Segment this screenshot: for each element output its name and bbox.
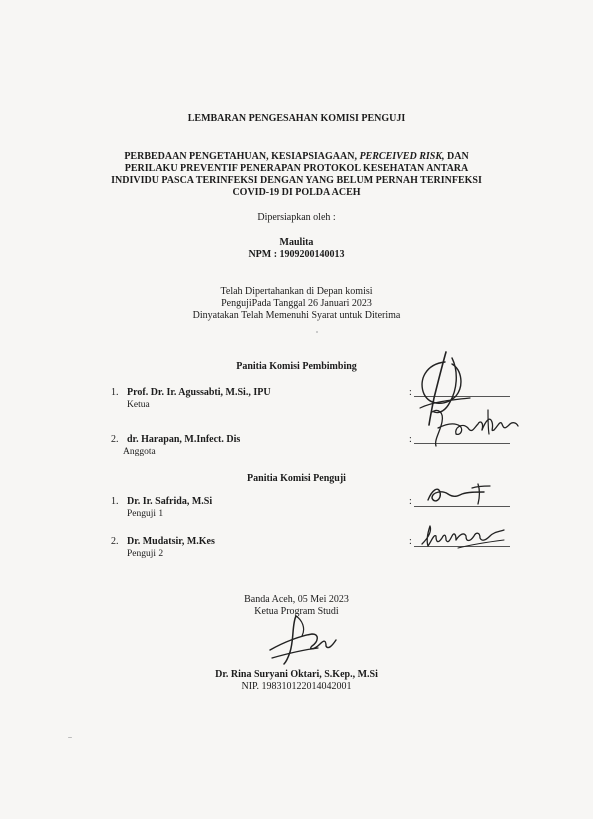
thesis-title-line-4: COVID-19 DI POLDA ACEH [232, 187, 361, 198]
supervisor-2-colon: : [409, 434, 412, 445]
examiner-1-name: Dr. Ir. Safrida, M.Si [127, 496, 213, 507]
signature-supervisor-2 [426, 402, 522, 448]
defense-line-2: PengujiPada Tanggal 26 Januari 2023 [221, 298, 372, 309]
defense-line-1: Telah Dipertahankan di Depan komisi [220, 286, 373, 297]
scan-speck [316, 331, 318, 333]
supervisor-2-number: 2. [111, 434, 119, 445]
thesis-title-italic: PERCEIVED RISK, [359, 151, 445, 162]
supervisor-2-name: dr. Harapan, M.Infect. Dis [127, 434, 241, 445]
examiner-2-role: Penguji 2 [127, 549, 164, 559]
prepared-by-label: Dipersiapkan oleh : [257, 212, 336, 223]
closing-name: Dr. Rina Suryani Oktari, S.Kep., M.Si [215, 669, 378, 680]
page-title: LEMBARAN PENGESAHAN KOMISI PENGUJI [187, 113, 406, 124]
signature-program-head [266, 610, 346, 666]
examiner-1-role: Penguji 1 [127, 509, 164, 519]
closing-position: Ketua Program Studi [254, 606, 339, 617]
signature-examiner-2 [418, 522, 508, 550]
thesis-title-line-3: INDIVIDU PASCA TERINFEKSI DENGAN YANG BELUM PERNAH TERINFEKSI [111, 175, 482, 186]
thesis-title-line-1 [0, 151, 593, 163]
examiner-2-number: 2. [111, 536, 119, 547]
supervisor-1-role: Ketua [127, 400, 150, 410]
supervisor-1-number: 1. [111, 387, 119, 398]
defense-line-3: Dinyatakan Telah Memenuhi Syarat untuk Diterima [192, 310, 401, 321]
examiner-2-colon: : [409, 536, 412, 547]
supervisor-1-name: Prof. Dr. Ir. Agussabti, M.Si., IPU [127, 387, 271, 398]
thesis-title-line-2: PERILAKU PREVENTIF PENERAPAN PROTOKOL KESEHATAN ANTARA [124, 163, 469, 174]
thesis-title-prefix: PERBEDAAN PENGETAHUAN, KESIAPSIAGAAN, [124, 151, 360, 162]
closing-nip: NIP. 198310122014042001 [241, 681, 352, 692]
examiners-heading: Panitia Komisi Penguji [247, 473, 346, 484]
closing-place-date: Banda Aceh, 05 Mei 2023 [244, 594, 349, 605]
thesis-title-suffix: DAN [444, 151, 469, 162]
examiner-2-name: Dr. Mudatsir, M.Kes [127, 536, 215, 547]
signature-examiner-1 [422, 482, 494, 508]
supervisors-heading: Panitia Komisi Pembimbing [236, 361, 357, 372]
student-name: Maulita [279, 237, 314, 248]
supervisor-2-role: Anggota [123, 447, 156, 457]
scan-speck [68, 737, 72, 738]
supervisor-1-colon: : [409, 387, 412, 398]
examiner-1-colon: : [409, 496, 412, 507]
examiner-1-number: 1. [111, 496, 119, 507]
student-npm: NPM : 1909200140013 [248, 249, 345, 260]
